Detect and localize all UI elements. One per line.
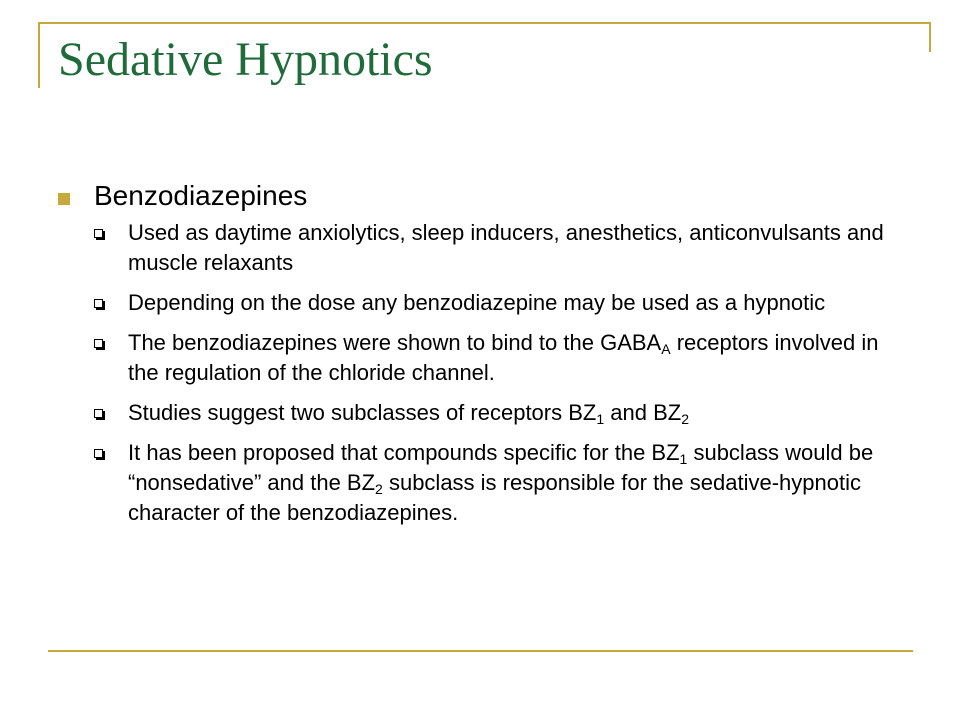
sub-bullet-text [128,288,888,318]
shadowed-square-bullet-icon [94,299,103,308]
shadowed-square-bullet-icon [94,339,103,348]
text-run: Depending on the dose any benzodiazepine may be used as a hypnotic [128,290,826,316]
sub-bullet-item [94,398,918,428]
sub-bullet-item [94,288,918,318]
shadowed-square-bullet-icon [94,409,103,418]
text-run: subclass would be “nonsedative” and the BZ [128,440,874,496]
text-run: It has been proposed that compounds specific for the BZ [128,440,680,466]
subscript: A [661,341,671,358]
text-run: Used as daytime anxiolytics, sleep inducers, anesthetics, anticonvulsants and muscle relaxants [128,220,884,276]
subscript: 2 [681,411,689,428]
sub-bullet-item [94,328,918,388]
bullet-text: Benzodiazepines [94,180,308,211]
text-run: receptors involved in the regulation of the chloride channel. [128,330,879,386]
shadowed-square-bullet-icon [94,229,103,238]
text-run: and BZ [604,400,682,426]
sub-bullet-text [128,398,888,428]
frame-bottom-line [48,650,913,652]
bullet-benzodiazepines [58,178,918,214]
subscript: 1 [596,411,605,428]
frame-left-line [38,22,40,88]
sub-bullet-list [58,218,918,528]
shadowed-square-bullet-icon [94,449,103,458]
sub-bullet-item [94,438,918,528]
sub-bullet-text [128,438,888,528]
text-run: Studies suggest two subclasses of receptors BZ [128,400,597,426]
gold-square-bullet-icon [58,193,70,205]
bullet-list [58,178,918,538]
frame-top-line [38,22,931,24]
text-run: subclass is responsible for the sedative-hypnotic character of the benzodiazepines. [128,470,861,526]
slide-title: Sedative Hypnotics [58,33,433,86]
sub-bullet-text [128,218,888,278]
sub-bullet-item [94,218,918,278]
sub-bullet-text [128,328,888,388]
frame-right-line [929,22,931,52]
subscript: 1 [679,451,688,468]
text-run: The benzodiazepines were shown to bind to the GABA [128,330,662,356]
subscript: 2 [375,481,383,498]
